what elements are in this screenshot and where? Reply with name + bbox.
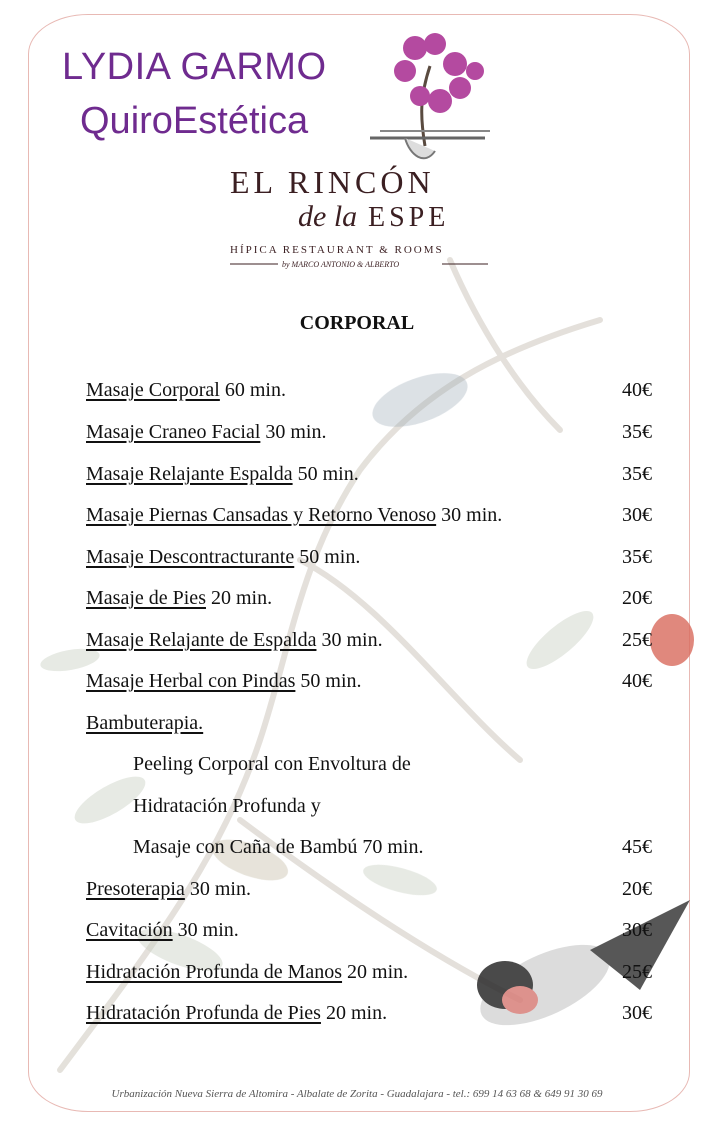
bambu-description-line: Hidratación Profunda y [133,795,321,817]
section-heading: CORPORAL [299,312,415,334]
list-item: Masaje Relajante Espalda 50 min. 35€ [86,463,652,485]
brand-name: LYDIA GARMO [62,46,327,88]
list-item: Hidratación Profunda de Manos 20 min. 25€ [86,961,652,983]
logo-name: EL RINCÓN [230,164,435,200]
list-item: Masaje Piernas Cansadas y Retorno Venoso 30 min. 30€ [86,504,652,526]
bambu-description-line: Peeling Corporal con Envoltura de [133,753,411,775]
orchid-icon [370,33,490,158]
list-item: Masaje Herbal con Pindas 50 min. 40€ [86,670,652,692]
list-item: Cavitación 30 min. 30€ [86,919,652,941]
logo-de-la: de la [298,200,358,233]
footer-address: Urbanización Nueva Sierra de Altomira - Albalate de Zorita - Guadalajara - tel.: 699 14 63 68 & 649 91 30 69 [111,1088,603,1100]
list-item: Hidratación Profunda de Pies 20 min. 30€ [86,1002,652,1024]
list-item: Masaje Corporal 60 min. 40€ [86,379,652,401]
bambu-description-line: Masaje con Caña de Bambú 70 min. 45€ [133,836,652,858]
list-item: Presoterapia 30 min. 20€ [86,878,652,900]
logo-espe: ESPE [368,202,450,233]
list-item: Bambuterapia. [86,712,204,734]
logo-tagline: HÍPICA RESTAURANT & ROOMS [230,244,444,256]
list-item: Masaje Craneo Facial 30 min. 35€ [86,421,652,443]
list-item: Masaje Relajante de Espalda 30 min. 25€ [86,629,652,651]
logo-byline: by MARCO ANTONIO & ALBERTO [282,260,400,269]
list-item: Masaje Descontracturante 50 min. 35€ [86,546,652,568]
list-item: Masaje de Pies 20 min. 20€ [86,587,652,609]
el-rincon-logo [220,26,500,276]
brand-subtitle: QuiroEstética [80,100,309,142]
